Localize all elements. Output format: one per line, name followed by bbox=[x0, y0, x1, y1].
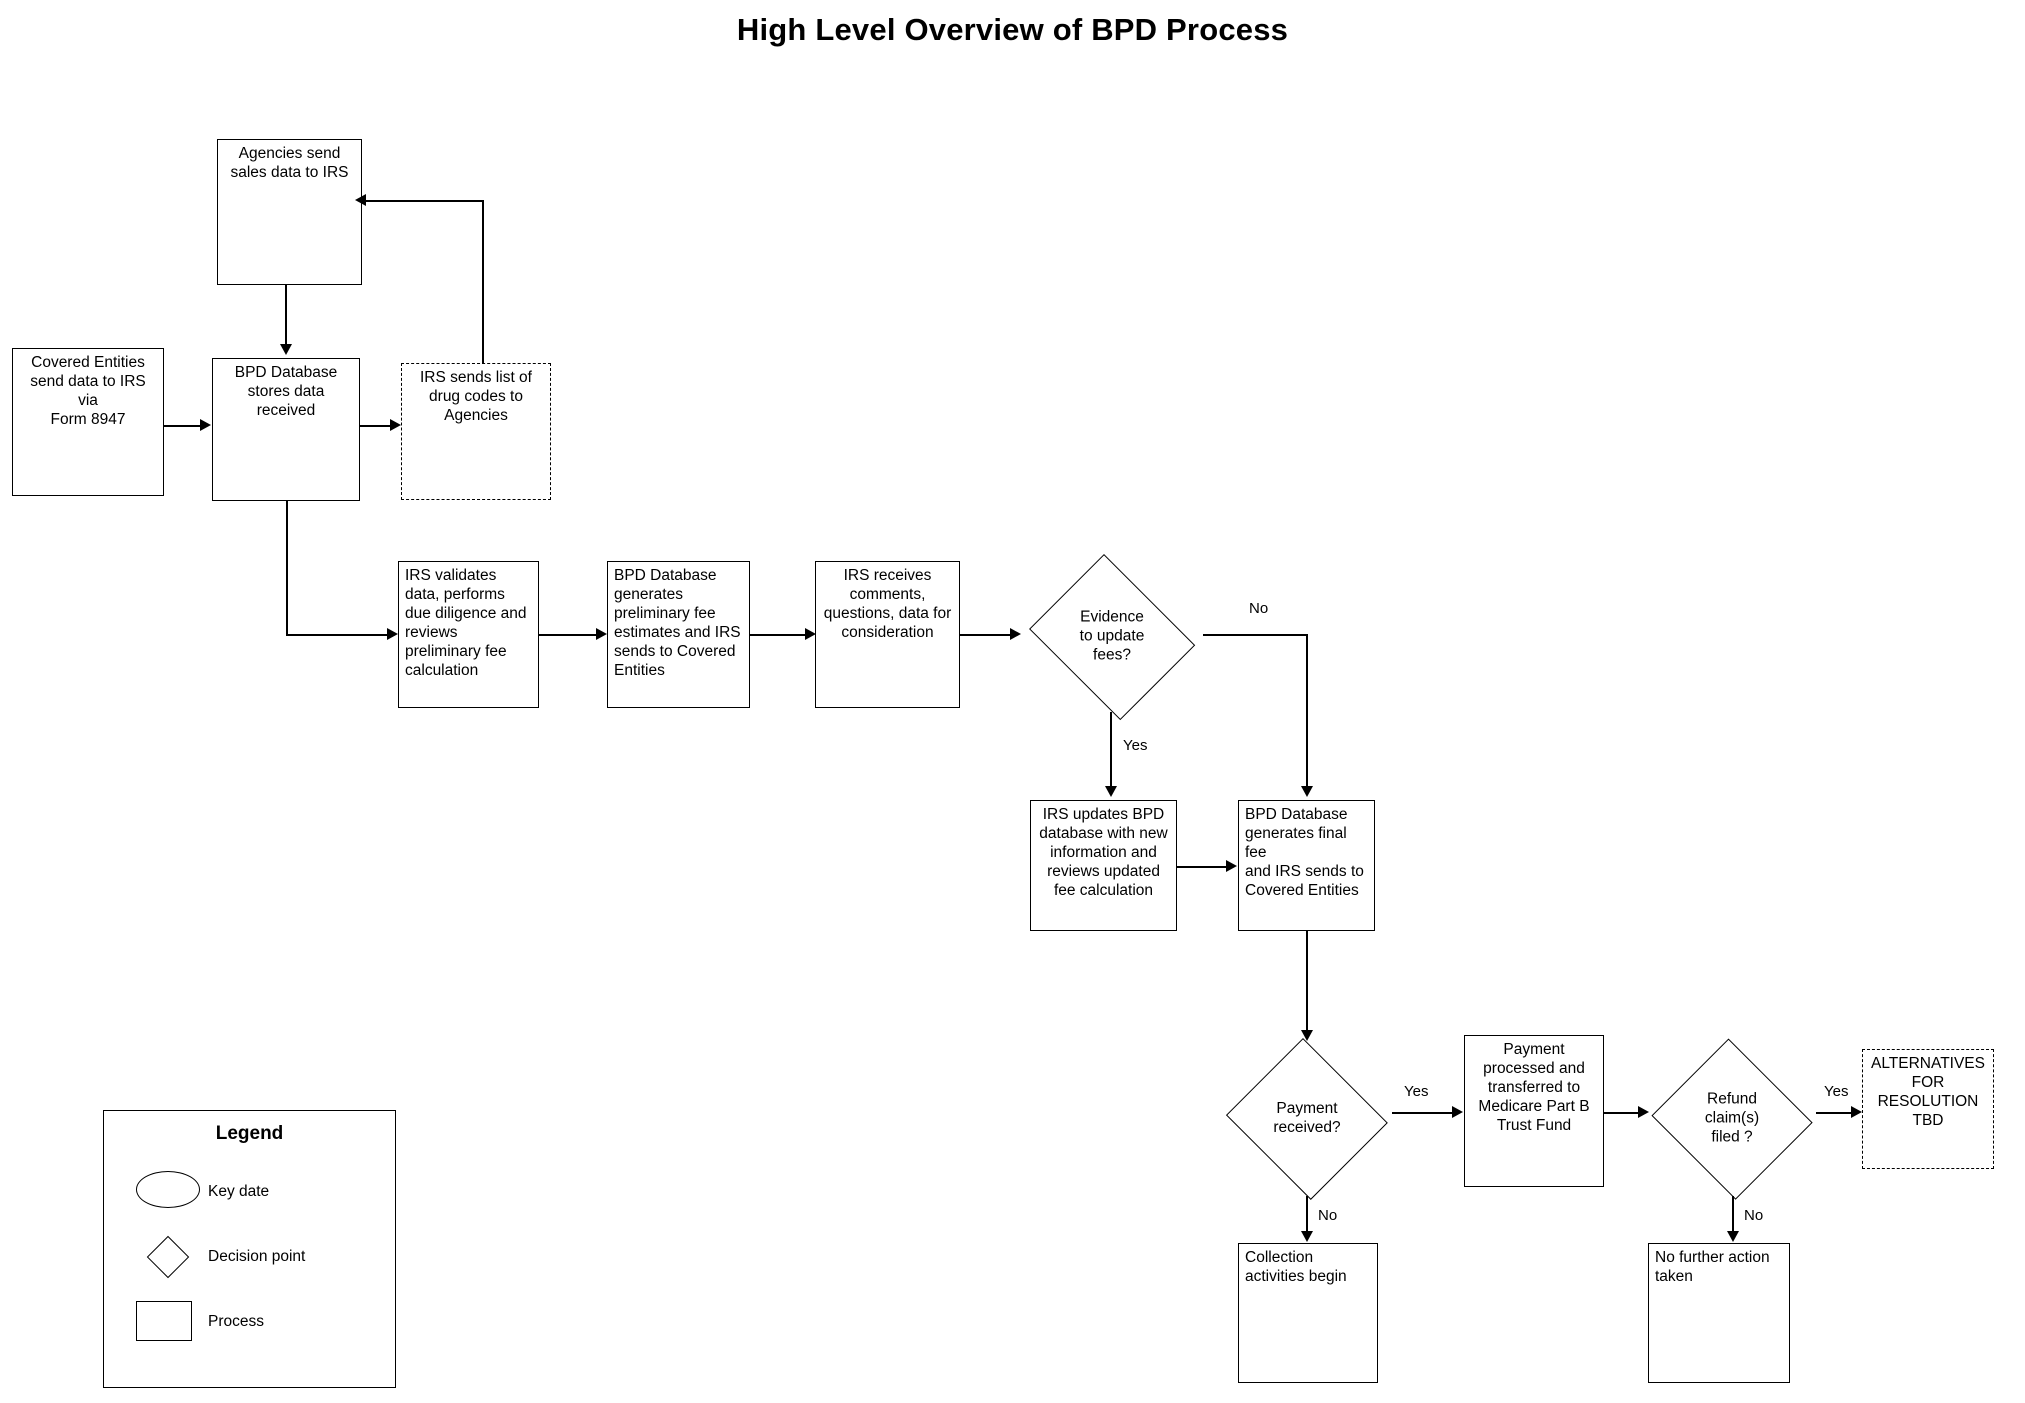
edge-refund-no bbox=[1732, 1196, 1734, 1232]
arrowhead bbox=[805, 628, 816, 640]
node-payment-processed[interactable]: Payment processed and transferred to Medicare Part B Trust Fund bbox=[1464, 1035, 1604, 1187]
decision-evidence-to-update-fees[interactable]: Evidence to update fees? bbox=[1021, 562, 1203, 712]
legend-item-label: Decision point bbox=[208, 1248, 306, 1265]
arrowhead bbox=[390, 419, 401, 431]
node-bpd-preliminary-fee[interactable]: BPD Database generates preliminary fee estimates and IRS sends to Covered Entities bbox=[607, 561, 750, 708]
arrowhead bbox=[200, 419, 211, 431]
arrowhead bbox=[355, 194, 366, 206]
edge-evidence-no-down bbox=[1306, 634, 1308, 786]
arrowhead bbox=[1851, 1106, 1862, 1118]
edge-label-payment-no: No bbox=[1318, 1207, 1338, 1224]
edge-drugcodes-left bbox=[362, 200, 483, 202]
decision-payment-received[interactable]: Payment received? bbox=[1222, 1042, 1392, 1196]
edge-bpd-to-drugcodes bbox=[360, 425, 394, 427]
edge-payment-no bbox=[1306, 1196, 1308, 1232]
arrowhead bbox=[387, 628, 398, 640]
rectangle-icon bbox=[136, 1301, 192, 1341]
node-irs-updates-bpd[interactable]: IRS updates BPD database with new information and reviews updated fee calculation bbox=[1030, 800, 1177, 931]
diamond-icon bbox=[136, 1236, 200, 1278]
edge-label-evidence-no: No bbox=[1249, 600, 1269, 617]
legend-item-label: Process bbox=[208, 1313, 264, 1330]
arrowhead bbox=[1301, 1030, 1313, 1041]
arrowhead bbox=[1452, 1106, 1463, 1118]
arrowhead bbox=[1226, 860, 1237, 872]
arrowhead bbox=[1105, 786, 1117, 797]
arrowhead bbox=[1010, 628, 1021, 640]
edge-label-evidence-yes: Yes bbox=[1123, 737, 1148, 754]
edge-covered-to-bpd bbox=[164, 425, 205, 427]
node-alternatives-tbd[interactable]: ALTERNATIVES FOR RESOLUTION TBD bbox=[1862, 1049, 1994, 1169]
node-collection-activities[interactable]: Collection activities begin bbox=[1238, 1243, 1378, 1383]
edge-processed-to-refund bbox=[1604, 1112, 1642, 1114]
node-covered-entities[interactable]: Covered Entities send data to IRS via Form 8947 bbox=[12, 348, 164, 496]
edge-bpd-to-validates bbox=[286, 634, 391, 636]
page-title: High Level Overview of BPD Process bbox=[736, 12, 1289, 47]
arrowhead bbox=[1638, 1106, 1649, 1118]
edge-refund-yes bbox=[1816, 1112, 1854, 1114]
node-no-further-action[interactable]: No further action taken bbox=[1648, 1243, 1790, 1383]
node-irs-sends-drug-codes[interactable]: IRS sends list of drug codes to Agencies bbox=[401, 363, 551, 500]
edge-label-refund-no: No bbox=[1744, 1207, 1764, 1224]
legend-item-process bbox=[104, 1301, 395, 1347]
edge-label-payment-yes: Yes bbox=[1404, 1083, 1429, 1100]
node-bpd-final-fee[interactable]: BPD Database generates final fee and IRS sends to Covered Entities bbox=[1238, 800, 1375, 931]
arrowhead bbox=[1301, 1231, 1313, 1242]
edge-updates-to-final bbox=[1177, 866, 1227, 868]
ellipse-icon bbox=[136, 1171, 200, 1208]
edge-payment-yes bbox=[1392, 1112, 1454, 1114]
legend-item-key-date bbox=[104, 1171, 395, 1217]
node-agencies-send[interactable]: Agencies send sales data to IRS bbox=[217, 139, 362, 285]
legend-title: Legend bbox=[215, 1123, 284, 1144]
edge-label-refund-yes: Yes bbox=[1824, 1083, 1849, 1100]
edge-final-to-payment bbox=[1306, 931, 1308, 1031]
legend-item-label: Key date bbox=[208, 1183, 270, 1200]
arrowhead bbox=[1727, 1231, 1739, 1242]
edge-drugcodes-up bbox=[482, 200, 484, 364]
edge-evidence-no bbox=[1203, 634, 1307, 636]
edge-agencies-to-bpd bbox=[285, 285, 287, 345]
decision-refund-claims-filed[interactable]: Refund claim(s) filed ? bbox=[1648, 1042, 1816, 1196]
node-irs-receives-comments[interactable]: IRS receives comments, questions, data for consideration bbox=[815, 561, 960, 708]
legend bbox=[103, 1110, 396, 1388]
node-irs-validates[interactable]: IRS validates data, performs due diligence and reviews preliminary fee calculation bbox=[398, 561, 539, 708]
legend-item-decision-point bbox=[104, 1236, 395, 1282]
edge-evidence-yes bbox=[1110, 712, 1112, 786]
arrowhead bbox=[596, 628, 607, 640]
edge-bpd-down bbox=[286, 501, 288, 635]
edge-validates-to-prelim bbox=[539, 634, 599, 636]
node-bpd-stores-data[interactable]: BPD Database stores data received bbox=[212, 358, 360, 501]
arrowhead bbox=[1301, 786, 1313, 797]
edge-receives-to-evidence bbox=[960, 634, 1014, 636]
edge-prelim-to-receives bbox=[750, 634, 808, 636]
arrowhead bbox=[280, 344, 292, 355]
